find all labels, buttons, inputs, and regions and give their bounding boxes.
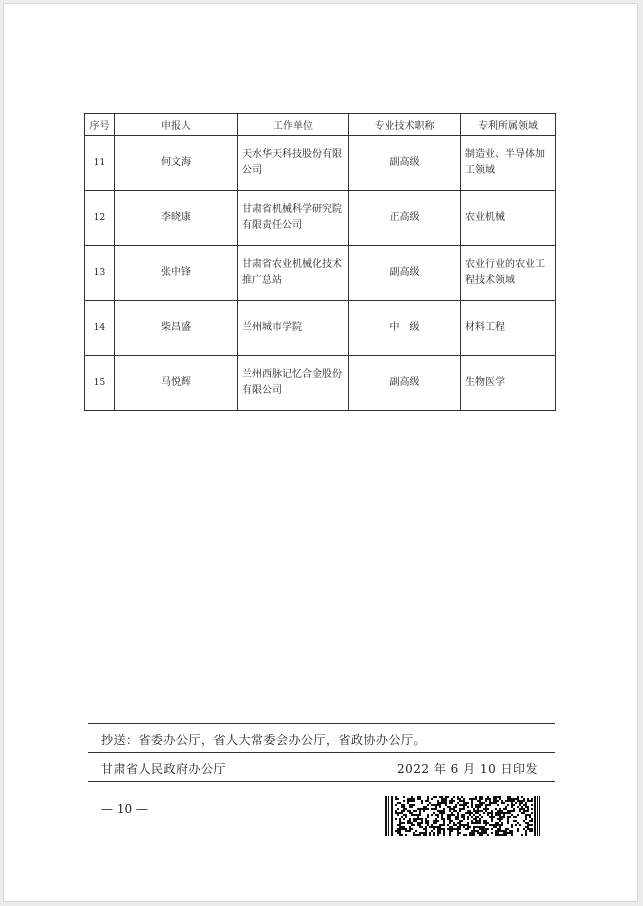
row-title: 中 级 bbox=[349, 301, 461, 356]
row-name: 李晓康 bbox=[115, 191, 238, 246]
table-header-row bbox=[85, 114, 556, 136]
row-no: 12 bbox=[85, 191, 115, 246]
row-no: 13 bbox=[85, 246, 115, 301]
issue-date: 2022 年 6 月 10 日印发 bbox=[397, 762, 539, 776]
row-unit: 天水华天科技股份有限公司 bbox=[238, 136, 349, 191]
table-row bbox=[85, 191, 556, 246]
row-field: 生物医学 bbox=[461, 356, 556, 411]
row-field: 农业行业的农业工程技术领域 bbox=[461, 246, 556, 301]
table-row bbox=[85, 356, 556, 411]
row-name: 何文海 bbox=[115, 136, 238, 191]
row-unit: 甘肃省农业机械化技术推广总站 bbox=[238, 246, 349, 301]
header-field: 专利所属领域 bbox=[461, 114, 556, 136]
row-name: 柴昌盛 bbox=[115, 301, 238, 356]
row-no: 14 bbox=[85, 301, 115, 356]
row-field: 制造业、半导体加工领域 bbox=[461, 136, 556, 191]
footer-top-rule bbox=[88, 723, 555, 724]
header-name: 申报人 bbox=[115, 114, 238, 136]
footer-middle-rule bbox=[88, 752, 555, 753]
row-title: 正高级 bbox=[349, 191, 461, 246]
footer-bottom-rule bbox=[88, 781, 555, 782]
row-no: 11 bbox=[85, 136, 115, 191]
row-title: 副高级 bbox=[349, 246, 461, 301]
page-number: — 10 — bbox=[101, 802, 148, 816]
row-no: 15 bbox=[85, 356, 115, 411]
header-unit: 工作单位 bbox=[238, 114, 349, 136]
row-unit: 甘肃省机械科学研究院有限责任公司 bbox=[238, 191, 349, 246]
header-no: 序号 bbox=[85, 114, 115, 136]
row-unit: 兰州城市学院 bbox=[238, 301, 349, 356]
barcode-stamp bbox=[385, 796, 540, 836]
header-title: 专业技术职称 bbox=[349, 114, 461, 136]
row-field: 材料工程 bbox=[461, 301, 556, 356]
table-row bbox=[85, 136, 556, 191]
table-row bbox=[85, 301, 556, 356]
row-title: 副高级 bbox=[349, 136, 461, 191]
issuer-name: 甘肃省人民政府办公厅 bbox=[101, 762, 227, 776]
cc-line: 抄送：省委办公厅，省人大常委会办公厅，省政协办公厅。 bbox=[101, 733, 427, 747]
row-unit: 兰州西脉记忆合金股份有限公司 bbox=[238, 356, 349, 411]
barcode-pattern bbox=[385, 796, 540, 836]
row-title: 副高级 bbox=[349, 356, 461, 411]
row-field: 农业机械 bbox=[461, 191, 556, 246]
table-row bbox=[85, 246, 556, 301]
row-name: 张中锋 bbox=[115, 246, 238, 301]
row-name: 马悦辉 bbox=[115, 356, 238, 411]
applicant-table bbox=[84, 113, 556, 411]
